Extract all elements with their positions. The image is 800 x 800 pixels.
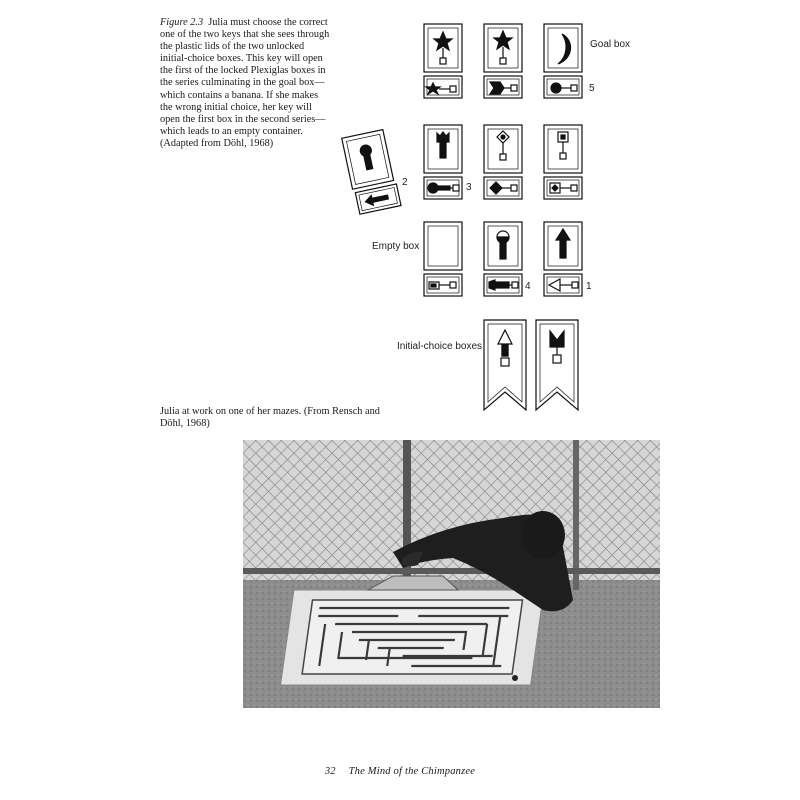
figure-caption-text: Julia must choose the correct one of the two keys that she sees through the plastic lids of the two unlocked initial-choice boxes. This key will open the first of the locked Plexiglas boxes in the series culminating in the goal box—which contains a banana. If she makes the wrong initial choice, her key will open the first box in the second series—which leads to an empty container. (Adapted from Döhl, 1968) bbox=[160, 17, 330, 149]
box-tilted bbox=[342, 129, 401, 214]
box-diamond-key bbox=[484, 125, 522, 199]
page-number: 32 bbox=[324, 766, 336, 777]
goal-box-label: Goal box bbox=[590, 39, 631, 50]
book-title: The Mind of the Chimpanzee bbox=[348, 766, 476, 777]
page-footer bbox=[0, 766, 800, 777]
box-half-circle-key bbox=[484, 222, 522, 296]
initial-choice-label: Initial-choice boxes bbox=[397, 341, 483, 352]
photo-illustration bbox=[243, 440, 660, 708]
step-number-1: 1 bbox=[586, 281, 592, 292]
box-chevron-key bbox=[484, 24, 522, 98]
initial-choice-box-arrow bbox=[484, 320, 526, 410]
figure-label: Figure 2.3 bbox=[160, 17, 204, 28]
step-number-5: 5 bbox=[589, 83, 595, 94]
step-number-2: 2 bbox=[402, 177, 408, 188]
empty-box-label: Empty box bbox=[372, 241, 420, 252]
chimpanzee-maze-photo bbox=[243, 440, 660, 708]
step-number-3: 3 bbox=[466, 182, 472, 193]
box-square-diamond-key bbox=[544, 125, 582, 199]
empty-box bbox=[424, 222, 462, 296]
photo-caption: Julia at work on one of her mazes. (From Rensch and Döhl, 1968) bbox=[160, 406, 380, 429]
box-star-key bbox=[424, 24, 462, 98]
box-arrow-key bbox=[544, 222, 582, 296]
initial-choice-box-chevron bbox=[536, 320, 578, 410]
step-number-4: 4 bbox=[525, 281, 531, 292]
goal-box-banana bbox=[544, 24, 582, 98]
box-tower-key bbox=[424, 125, 462, 199]
